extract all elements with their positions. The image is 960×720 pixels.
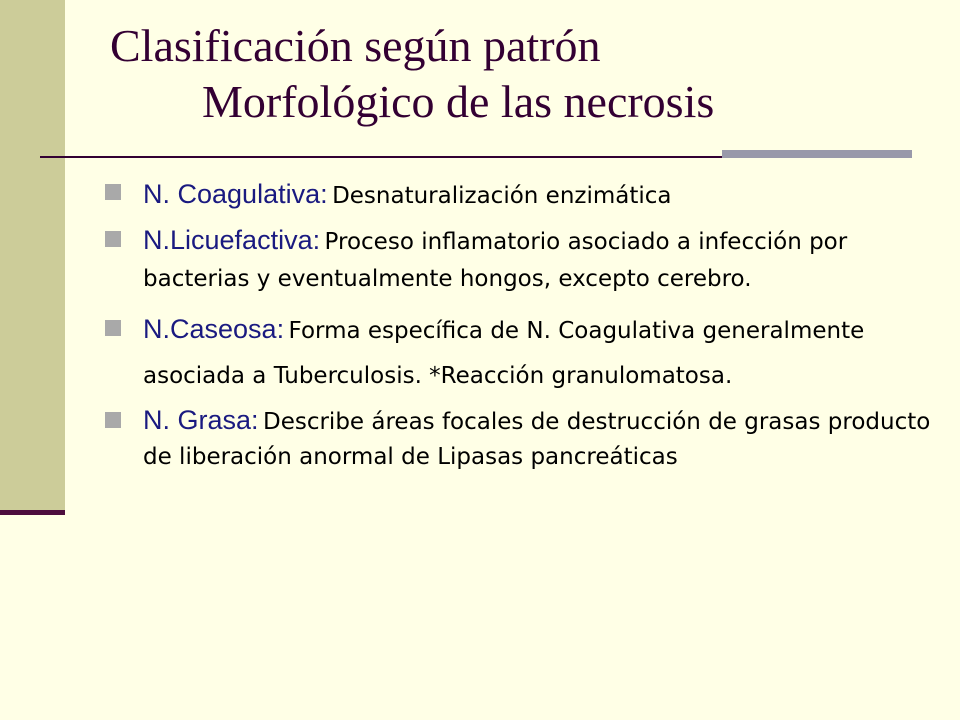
title-line-1: Clasificación según patrón xyxy=(110,20,601,71)
title-divider-accent xyxy=(722,150,912,158)
bullet-term: N.Caseosa: xyxy=(143,314,285,344)
bullet-item-grasa xyxy=(105,404,935,476)
bullet-term: N.Licuefactiva: xyxy=(143,225,321,255)
bullet-item-coagulativa xyxy=(105,174,935,219)
bullet-list xyxy=(105,174,935,476)
bullet-term: N. Grasa: xyxy=(143,405,259,435)
bullet-term: N. Coagulativa: xyxy=(143,179,328,209)
bullet-description: Desnaturalización enzimática xyxy=(332,183,672,209)
side-decoration-line xyxy=(0,510,65,515)
bullet-description: Forma específica de N. Coagulativa generalmente asociada a Tuberculosis. *Reacción granulomatosa. xyxy=(143,318,865,389)
bullet-item-caseosa xyxy=(105,308,935,400)
side-decoration-bar xyxy=(0,0,65,510)
slide-title xyxy=(110,18,930,130)
bullet-description: Describe áreas focales de destrucción de grasas producto de liberación anormal de Lipasas pancreáticas xyxy=(143,409,931,470)
title-line-2: Morfológico de las necrosis xyxy=(202,76,715,127)
bullet-item-licuefactiva xyxy=(105,223,935,299)
bullet-description: Proceso inflamatorio asociado a infección por bacterias y eventualmente hongos, excepto cerebro. xyxy=(143,229,848,292)
square-bullet-icon xyxy=(105,184,121,200)
square-bullet-icon xyxy=(105,320,121,336)
square-bullet-icon xyxy=(105,412,121,428)
square-bullet-icon xyxy=(105,231,121,247)
